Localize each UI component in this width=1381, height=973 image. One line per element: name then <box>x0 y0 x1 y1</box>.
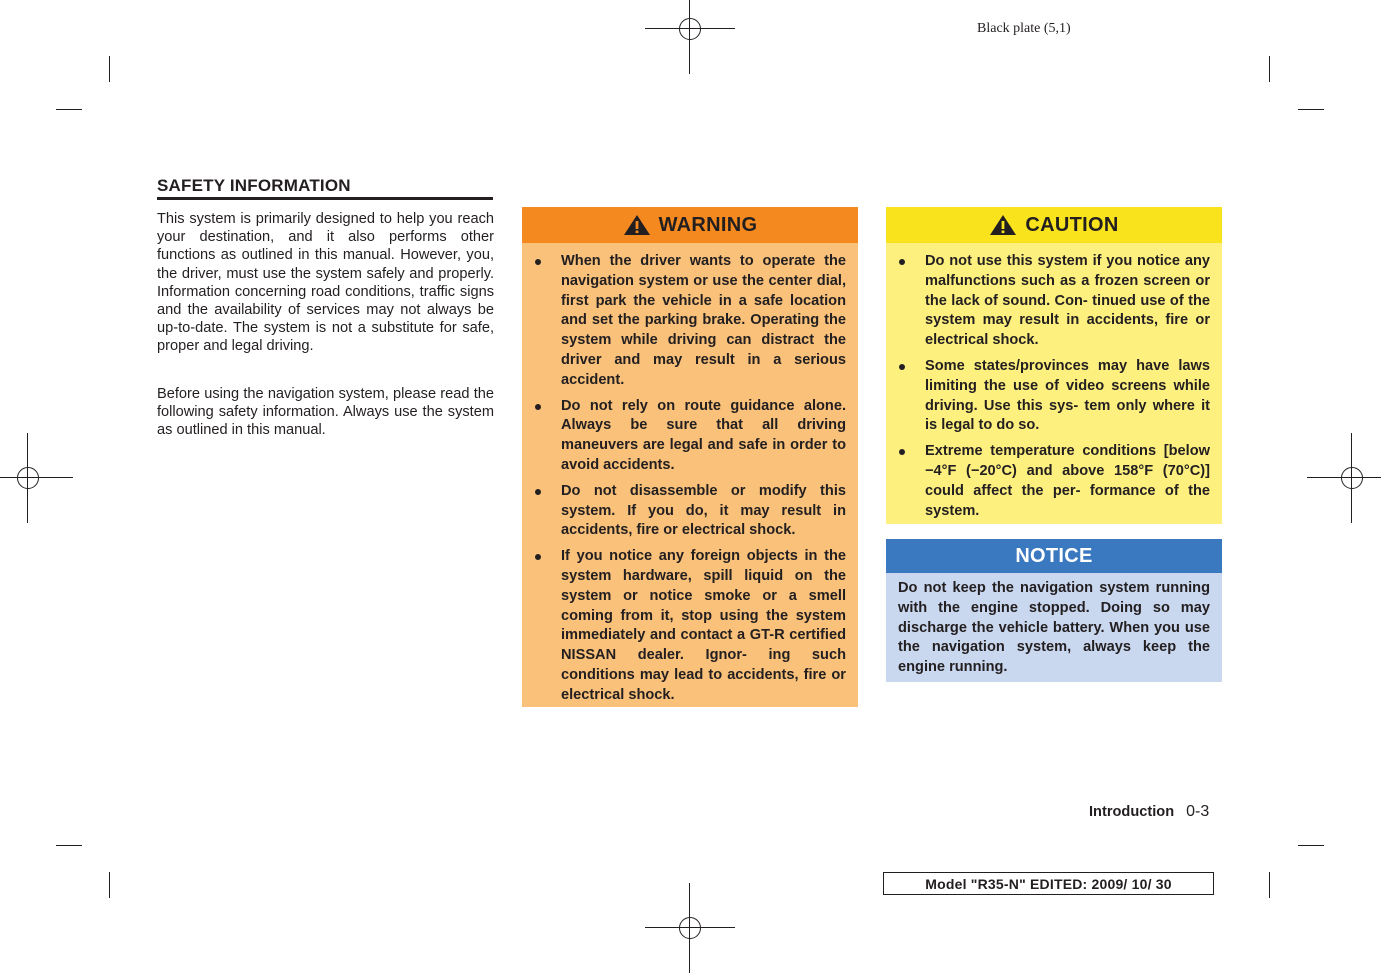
model-edition-box: Model "R35-N" EDITED: 2009/ 10/ 30 <box>883 872 1214 895</box>
page-footer <box>1089 803 1209 821</box>
plate-label: Black plate (5,1) <box>977 21 1071 36</box>
bullet-icon <box>535 259 541 265</box>
warning-triangle-icon <box>623 214 651 236</box>
list-item <box>925 442 1210 521</box>
warning-box <box>522 207 858 707</box>
list-item-text: If you notice any foreign objects in the system hardware, spill liquid on the system or notice smoke or a smell coming from it, stop using the system immediately and contact a GT-R certified NISSAN dealer. Ignor- ing such conditions may lead to accidents, fire or electrical shock. <box>561 548 846 703</box>
list-item-text: Do not disassemble or modify this system. If you do, it may result in accidents, fire or electrical shock. <box>561 482 846 539</box>
crop-mark <box>1269 872 1270 898</box>
list-item <box>561 252 846 391</box>
caution-box <box>886 207 1222 524</box>
bullet-icon <box>899 259 905 265</box>
list-item <box>925 357 1210 436</box>
page-number: 0-3 <box>1186 803 1210 820</box>
crop-mark <box>109 872 110 898</box>
crop-mark <box>1298 845 1324 846</box>
warning-list <box>522 243 858 706</box>
caution-list <box>886 243 1222 521</box>
crop-mark <box>56 845 82 846</box>
notice-box <box>886 539 1222 682</box>
list-item-text: Do not use this system if you notice any malfunctions such as a frozen screen or the lack of sound. Con- tinued use of the system may result in accidents, fire or electrical shock. <box>925 253 1210 349</box>
list-item-text: Some states/provinces may have laws limiting the use of video screens while driving. Use this sys- tem only where it is legal to do so. <box>925 357 1210 434</box>
crop-mark <box>56 109 82 110</box>
registration-mark-icon <box>645 883 735 973</box>
notice-header <box>886 539 1222 573</box>
caution-title: CAUTION <box>1025 213 1119 236</box>
registration-mark-icon <box>645 0 735 74</box>
list-item <box>561 547 846 705</box>
section-title: SAFETY INFORMATION <box>157 176 493 200</box>
list-item-text: Do not rely on route guidance alone. Always be sure that all driving maneuvers are legal and safe in order to avoid accidents. <box>561 397 846 473</box>
caution-triangle-icon <box>989 214 1017 236</box>
crop-mark <box>1298 109 1324 110</box>
warning-title: WARNING <box>658 213 758 236</box>
list-item-text: When the driver wants to operate the navigation system or use the center dial, first park the vehicle in a safe location and set the parking brake. Operating the system while driving can distract the driver and may result in a serious accident. <box>561 253 846 388</box>
intro-paragraph: Before using the navigation system, please read the following safety information. Always use the system as outlined in this manual. <box>157 386 494 439</box>
warning-header <box>522 207 858 243</box>
list-item <box>561 397 846 476</box>
notice-title: NOTICE <box>1015 544 1093 567</box>
crop-mark <box>1269 56 1270 82</box>
list-item <box>925 252 1210 351</box>
intro-paragraph: This system is primarily designed to help you reach your destination, and it also performs other functions as outlined in this manual. However, you, the driver, must use the system safely and properly. Information concerning road conditions, traffic signs and the availability of services may not always be up-to-date. The system is not a substitute for safe, proper and legal driving. <box>157 211 494 355</box>
bullet-icon <box>535 489 541 495</box>
registration-mark-icon <box>1307 433 1381 523</box>
notice-text: Do not keep the navigation system running with the engine stopped. Doing so may discharge the vehicle battery. When you use the navigation system, always keep the engine running. <box>898 580 1210 676</box>
bullet-icon <box>899 364 905 370</box>
caution-header <box>886 207 1222 243</box>
crop-mark <box>109 56 110 82</box>
bullet-icon <box>535 404 541 410</box>
list-item <box>561 482 846 541</box>
bullet-icon <box>899 449 905 455</box>
list-item-text: Extreme temperature conditions [below −4°F (−20°C) and above 158°F (70°C)] could affect the per- formance of the system. <box>925 443 1210 519</box>
section-name: Introduction <box>1089 804 1175 820</box>
registration-mark-icon <box>0 433 73 523</box>
bullet-icon <box>535 554 541 560</box>
